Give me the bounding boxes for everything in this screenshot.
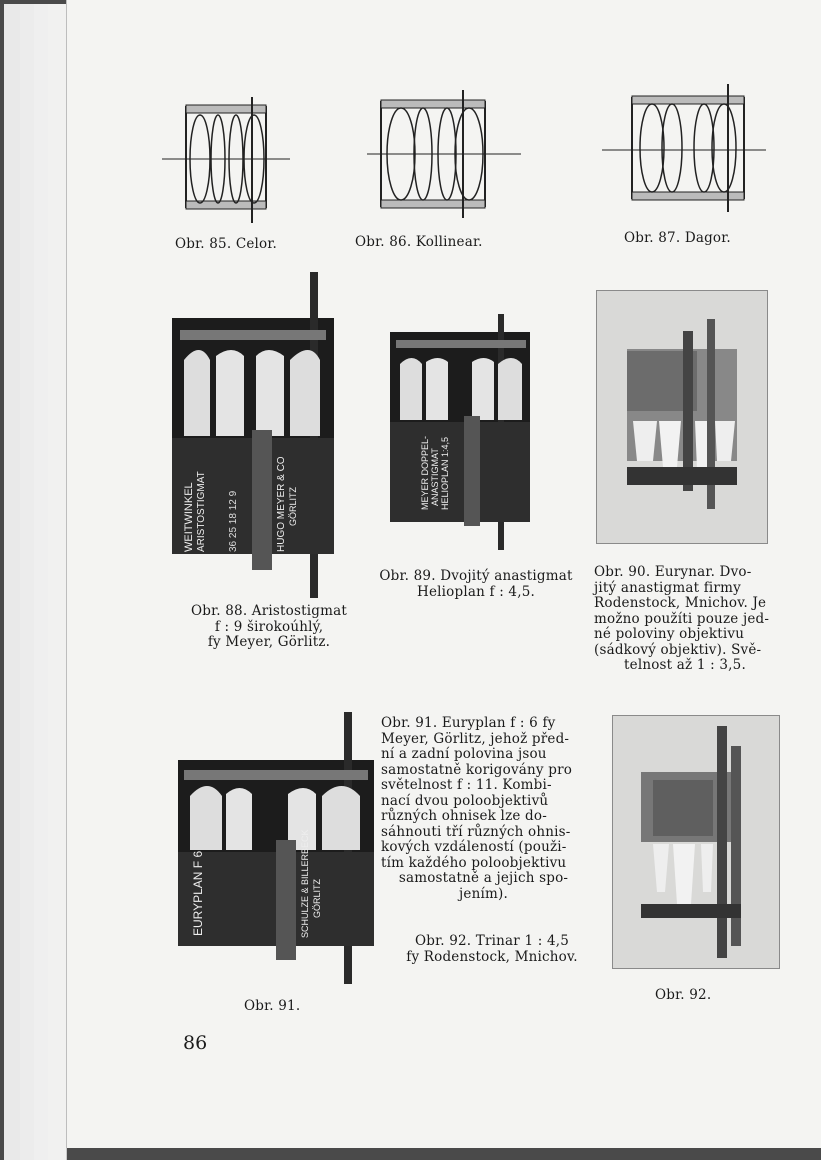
text-line: ní a zadní polovina jsou (381, 746, 547, 762)
figure-86-kollinear-diagram (365, 88, 525, 223)
caption-line: Rodenstock, Mnichov. Je (594, 595, 767, 611)
text-line: světelnost f : 11. Kombi- (381, 777, 552, 793)
barrel-text-schulze-billerbeck: SCHULZE & BILLERBECK (300, 829, 310, 938)
figure-88-aristostigmat-photo (170, 270, 340, 600)
caption-line: jitý anastigmat firmy (594, 579, 741, 596)
figure-91-caption: Obr. 91. (244, 998, 301, 1014)
figure-92-description (392, 934, 592, 965)
barrel-text-gorlitz: GÖRLITZ (312, 878, 322, 918)
text-line: fy Rodenstock, Mnichov. (406, 948, 578, 965)
caption-line: telnost až 1 : 3,5. (624, 657, 746, 673)
barrel-text-aristostigmat: ARISTOSTIGMAT (196, 471, 207, 552)
barrel-text-helioplan: HELIOPLAN 1:4,5 (440, 436, 450, 510)
caption-line: né poloviny objektivu (594, 626, 745, 642)
text-line: nací dvou poloobjektivů (381, 792, 549, 809)
caption-line: f : 9 širokoúhlý, (214, 618, 324, 635)
text-line: tím každého poloobjektivu (381, 854, 567, 871)
caption-line: Obr. 90. Eurynar. Dvo- (594, 564, 752, 580)
figure-90-eurynar-photo (596, 290, 768, 544)
figure-92-trinar-photo (612, 715, 780, 969)
page-edge (48, 4, 67, 1160)
figure-92-caption: Obr. 92. (655, 987, 712, 1003)
figure-91-description (381, 716, 586, 902)
text-line: různých ohnisek lze do- (381, 808, 547, 824)
caption-line: možno použíti pouze jed- (594, 610, 770, 627)
barrel-text-euryplan: EURYPLAN F 6 (191, 850, 205, 936)
text-line: Obr. 92. Trinar 1 : 4,5 (414, 933, 570, 949)
barrel-text-weitwinkel: WEITWINKEL (183, 482, 195, 552)
figure-88-caption (174, 604, 364, 651)
barrel-text-meyer-doppel: MEYER DOPPEL- (420, 435, 430, 510)
figure-89-helioplan-photo (388, 312, 536, 552)
barrel-scale: 36 25 18 12 9 (228, 490, 239, 552)
caption-line: Obr. 88. Aristostigmat (190, 603, 347, 619)
page-number: 86 (183, 1032, 208, 1054)
caption-line: Obr. 89. Dvojitý anastigmat (379, 568, 573, 584)
figure-87-caption: Obr. 87. Dagor. (624, 230, 731, 246)
text-line: kových vzdáleností (použi- (381, 839, 567, 855)
text-line: Meyer, Görlitz, jehož před- (381, 730, 570, 747)
caption-line: Helioplan f : 4,5. (416, 583, 535, 600)
figure-85-celor-diagram (160, 95, 295, 225)
text-line: samostatně a jejich spo- (398, 870, 569, 886)
text-line: Obr. 91. Euryplan f : 6 fy (381, 715, 556, 731)
text-line: jením). (459, 885, 508, 902)
text-line: sáhnouti tří různých ohnis- (381, 823, 571, 840)
text-line: samostatně korigovány pro (381, 761, 573, 778)
figure-85-caption: Obr. 85. Celor. (175, 236, 278, 252)
figure-89-caption (372, 569, 580, 600)
figure-90-caption (594, 565, 780, 674)
barrel-text-anastigmat: ANASTIGMAT (430, 448, 440, 506)
caption-line: (sádkový objektiv). Svě- (594, 641, 762, 658)
figure-86-caption: Obr. 86. Kollinear. (355, 234, 483, 250)
figure-87-dagor-diagram (600, 82, 770, 217)
figure-91-euryplan-photo (176, 710, 378, 986)
caption-line: fy Meyer, Görlitz. (207, 634, 331, 650)
barrel-text-gorlitz: GÖRLITZ (288, 486, 298, 526)
barrel-text-hugo-meyer: HUGO MEYER & CO (276, 456, 287, 552)
